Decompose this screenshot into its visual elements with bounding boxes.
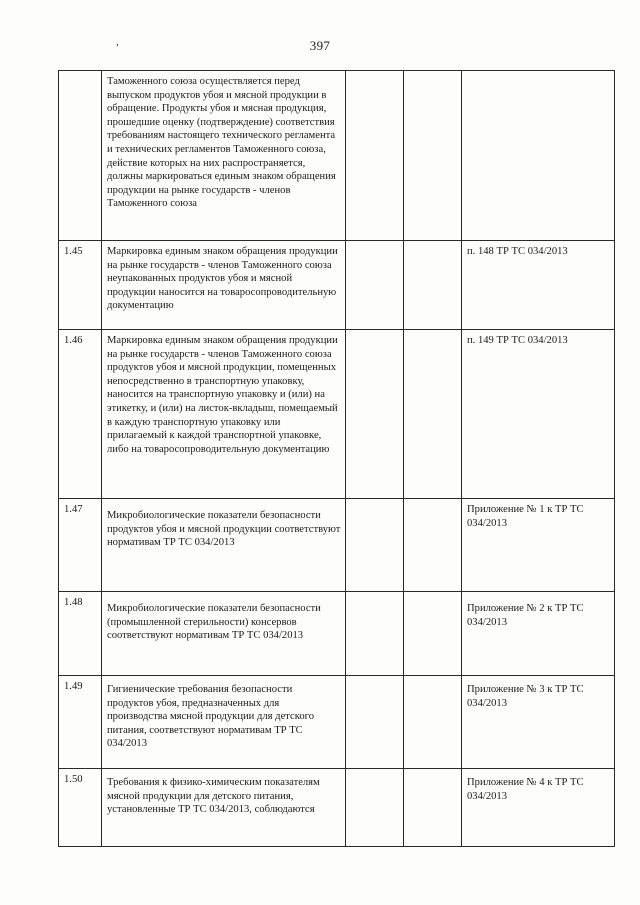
row-number: 1.48 <box>59 592 102 676</box>
reference-cell: Приложение № 1 к ТР ТС 034/2013 <box>462 499 615 592</box>
row-number: 1.50 <box>59 769 102 847</box>
table-row <box>59 330 615 499</box>
row-number: 1.49 <box>59 676 102 769</box>
requirement-text: Микробиологические показатели безопасности (промышленной стерильности) консервов соответствуют нормативам ТР ТС 034/2013 <box>102 592 346 676</box>
yes-cell <box>346 769 404 847</box>
table-row <box>59 592 615 676</box>
requirement-text: Микробиологические показатели безопасности продуктов убоя и мясной продукции соответствуют нормативам ТР ТС 034/2013 <box>102 499 346 592</box>
reference-cell: Приложение № 2 к ТР ТС 034/2013 <box>462 592 615 676</box>
requirement-text: Требования к физико-химическим показателям мясной продукции для детского питания, установленные ТР ТС 034/2013, соблюдаются <box>102 769 346 847</box>
no-cell <box>404 330 462 499</box>
no-cell <box>404 769 462 847</box>
no-cell <box>404 592 462 676</box>
table-row <box>59 769 615 847</box>
row-number: 1.47 <box>59 499 102 592</box>
reference-cell: п. 148 ТР ТС 034/2013 <box>462 241 615 330</box>
yes-cell <box>346 499 404 592</box>
table-row <box>59 676 615 769</box>
reference-cell <box>462 71 615 241</box>
requirements-table <box>58 70 615 847</box>
scan-mark: , <box>116 36 119 48</box>
row-number: 1.46 <box>59 330 102 499</box>
no-cell <box>404 71 462 241</box>
yes-cell <box>346 676 404 769</box>
no-cell <box>404 241 462 330</box>
requirement-text: Таможенного союза осуществляется перед выпуском продуктов убоя и мясной продукции в обращение. Продукты убоя и мясная продукция, прошедшие оценку (подтверждение) соответствия требованиям настоящего технического регламента и технических регламентов Таможенного союза, действие которых на них распространяется, должны маркироваться единым знаком обращения продукции на рынке государств - членов Таможенного союза <box>102 71 346 241</box>
requirement-text: Маркировка единым знаком обращения продукции на рынке государств - членов Таможенного союза неупакованных продуктов убоя и мясной продукции наносится на товаросопроводительную документацию <box>102 241 346 330</box>
yes-cell <box>346 330 404 499</box>
yes-cell <box>346 592 404 676</box>
table-row <box>59 71 615 241</box>
no-cell <box>404 676 462 769</box>
table-row <box>59 241 615 330</box>
reference-cell: п. 149 ТР ТС 034/2013 <box>462 330 615 499</box>
yes-cell <box>346 71 404 241</box>
requirement-text: Маркировка единым знаком обращения продукции на рынке государств - членов Таможенного союза продуктов убоя и мясной продукции, помещенных непосредственно в транспортную упаковку, наносится на транспортную упаковку и (или) на этикетку, и (или) на листок-вкладыш, помещаемый в каждую транспортную упаковку или прилагаемый к каждой транспортной упаковке, либо на товаросопроводительную документацию <box>102 330 346 499</box>
row-number: 1.45 <box>59 241 102 330</box>
reference-cell: Приложение № 3 к ТР ТС 034/2013 <box>462 676 615 769</box>
requirement-text: Гигиенические требования безопасности продуктов убоя, предназначенных для производства мясной продукции для детского питания, соответствуют нормативам ТР ТС 034/2013 <box>102 676 346 769</box>
table-row <box>59 499 615 592</box>
reference-cell: Приложение № 4 к ТР ТС 034/2013 <box>462 769 615 847</box>
no-cell <box>404 499 462 592</box>
yes-cell <box>346 241 404 330</box>
row-number <box>59 71 102 241</box>
page-number: 397 <box>309 38 331 53</box>
